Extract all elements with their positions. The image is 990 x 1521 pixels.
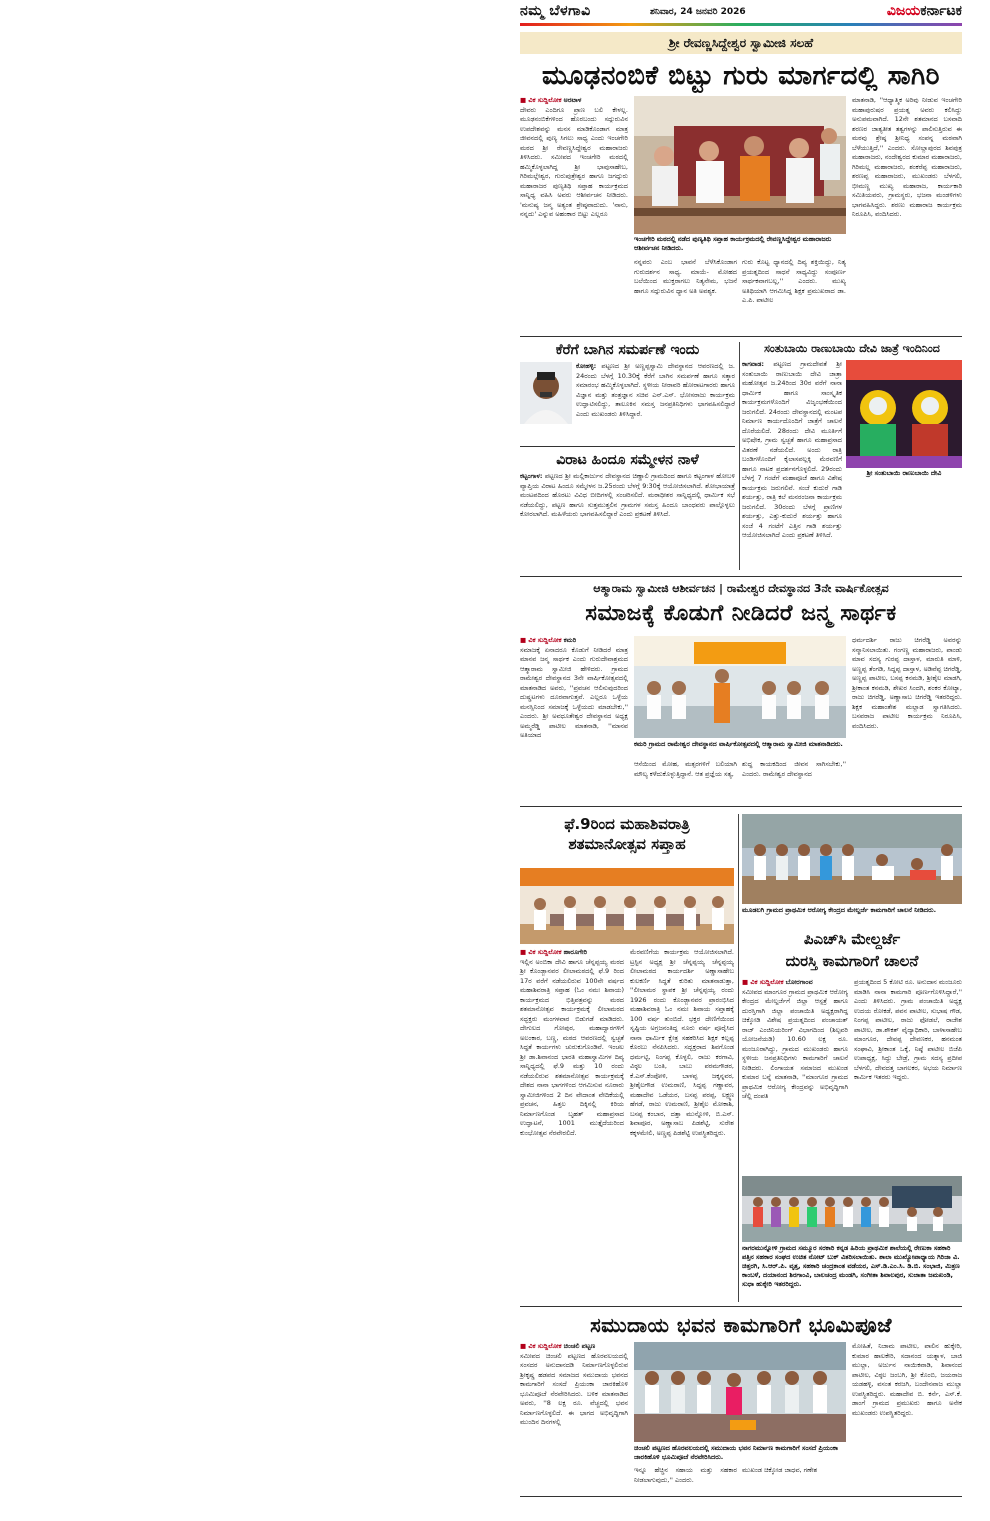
- story3-body-text: ಪಟ್ಟಣದ ಶ್ರೀ ಮಲ್ಲಿಕಾರ್ಜುನ ದೇವಸ್ಥಾನದ ಚಿಣ್ಣಾಲಿ ಗ್ರಾಮದಿಂದ ಹಾಗೂ ಕಟ್ಟಂಗಾಳ ಹೋಬಳಿ ವ್ಯಾಪ್ತಿಯ ವಿರಾಟ ಹಿಂದೂ ಸಮ್ಮೇಳನ ಜ.25ರಂದು ಬೆಳಗ್ಗೆ 9:30ಕ್ಕೆ ಆಯೋಜಿಸಲಾಗಿದೆ. ಶೋಭಾಯಾತ್ರೆ ಮಂಟಪದಿಂದ ಹೊರಟು ವಿವಿಧ ಬೀದಿಗಳಲ್ಲಿ ಸಂಚರಿಸಲಿದೆ. ಮಠಾಧೀಶರ ಸಾನ್ನಿಧ್ಯದಲ್ಲಿ ಧಾರ್ಮಿಕ ಸಭೆ ನಡೆಯಲಿದ್ದು, ಪಟ್ಟಣ ಹಾಗೂ ಸುತ್ತಮುತ್ತಲಿನ ಗ್ರಾಮಗಳ ಸಮಸ್ತ ಹಿಂದೂ ಬಾಂಧವರು ಪಾಲ್ಗೊಳ್ಳಲು ಕೋರಲಾಗಿದೆ. ಮಹಿಳೆಯರು ಭಾಗವಹಿಸಲಿದ್ದಾರೆ ಎಂದು ಪ್ರಕಟಣೆ ತಿಳಿಸಿದೆ.: [520, 472, 735, 518]
- story9-col1-text: ಸಮೀಪದ ಚಿಂಚಲಿ ಪಟ್ಟಣದ ಹೊರವಲಯದಲ್ಲಿ ಸಂಸದರ ಅನುದಾನದಡಿ ನಿರ್ಮಾಣಗೊಳ್ಳಲಿರುವ ಶ್ರೀಕೃಷ್ಣ ಹಡಪದ ಸಮಾಜದ ಸಮುದಾಯ ಭವನದ ಕಾಮಗಾರಿಗೆ ಸಂಸದೆ ಪ್ರಿಯಂಕಾ ಜಾರಕಿಹೊಳಿ ಭೂಮಿಪೂಜೆ ನೆರವೇರಿಸಿದರು. ಬಳಿಕ ಮಾತನಾಡಿದ ಅವರು, ''8 ಲಕ್ಷ ರೂ. ವೆಚ್ಚದಲ್ಲಿ ಭವನ ನಿರ್ಮಾಣಗೊಳ್ಳಲಿದೆ. ಈ ಭಾಗದ ಅಭಿವೃದ್ಧಿಗಾಗಿ ಮುಂದಿನ ದಿನಗಳಲ್ಲಿ: [520, 1351, 628, 1426]
- masthead-brand-b: ಕರ್ನಾಟಕ: [920, 3, 962, 19]
- story2-body: [576, 362, 735, 442]
- story1-byline: ■ ವಿಕ ಸುದ್ದಿಲೋಕ: [520, 96, 562, 104]
- story4-place: ಕಾಗವಾಡ:: [742, 360, 764, 368]
- story1-col3: ಗುರು ಕೊಟ್ಟ ಧ್ಯಾನದಲ್ಲಿ ದಿವ್ಯ ಶಕ್ತಿಯಿದ್ದು, ನಿತ್ಯ ಪ್ರಯತ್ನದಿಂದ ಸಾಧನೆ ಸಾಧ್ಯವಿದ್ದು ಸಂಪೂರ್ಣ ಸಾರ್ಥಕವಾಗಬಲ್ಲ,'' ಎಂದರು. ಮುಖ್ಯ ಅತಿಥಿಯಾಗಿ ಆಗಮಿಸಿದ್ದ ಶಿಕ್ಷಕ ಪ್ರಮುಖರಾದ ಡಾ. ಎ.ಪಿ. ಪಾಟೀಲ: [742, 258, 846, 304]
- story2-place: ಕೋಹಳ್ಳಿ:: [576, 362, 597, 370]
- divider: [520, 1496, 962, 1497]
- story5-col4: ಧರ್ಮದರ್ಶಿ ರಾಜು ಚಿಗರೆಡ್ಡಿ ಅವರನ್ನು ಸನ್ಮಾನಿಸಲಾಯಿತು. ಗಂಗಣ್ಣ ಮಹಾರಾಜರು, ಪಾಂಡು ಮಾವ ಸದಸ್ಯ ಗುರಪ್ಪ ದಾಸ್ತಾಳ, ಮಾರುತಿ ಮಾಳಿ, ಅಣ್ಣಪ್ಪ ತೆಂಗಡಿ, ಸಿದ್ದಪ್ಪ ದಾಸ್ತಾಳ, ಅಡಿವೆಪ್ಪ ಚಿಗರೆಡ್ಡಿ, ಅಣ್ಣಪ್ಪ ಪಾಟೀಲ, ಬಸಪ್ಪ ಕನಮಡಿ, ಶ್ರೀಶೈಲ ಮಾಡಗಿ, ಶ್ರೀಕಾಂತ ಕನಮಡಿ, ಶೇಖರ ಸಿಂದಗಿ, ಶಂಕರ ಕೋಟ್ಯಾ, ರಾಜು ಚಿಗರೆಡ್ಡಿ, ಅಣ್ಣಾಸಾಬ ಚಿಗರೆಡ್ಡಿ ಇತರರಿದ್ದರು. ಶಿಕ್ಷಕ ಮಹಾಂತೇಶ ಮಲ್ಲಾಡ ಸ್ವಾಗತಿಸಿದರು. ಬಸವರಾಜ ಪಾಟೀಲ ಕಾರ್ಯಕ್ರಮ ನಿರೂಪಿಸಿ, ವಂದಿಸಿದರು.: [852, 636, 962, 730]
- story7-col1: [742, 978, 848, 1170]
- story5-caption: ಕಮರಿ ಗ್ರಾಮದ ರಾಮೇಶ್ವರ ದೇವಸ್ಥಾನದ ವಾರ್ಷಿಕೋತ್ಸವದಲ್ಲಿ ಆತ್ಮಾರಾಮ ಸ್ವಾಮೀಜಿ ಮಾತನಾಡಿದರು.: [634, 740, 843, 748]
- story3-place: ಕಟ್ಟಂಗಾಳ:: [520, 472, 543, 480]
- story6-place: ಹಾರೂಗೇರಿ: [563, 948, 588, 956]
- story5-col1-text: ಸಮಾಜಕ್ಕೆ ಏನಾದರೂ ಕೊಡುಗೆ ನೀಡಿದರೆ ಮಾತ್ರ ಮಾನವ ಜನ್ಮ ಸಾರ್ಥಕ ಎಂದು ಗುರುದೇವಾಶ್ರಮದ ಆತ್ಮಾರಾಮ ಸ್ವಾಮೀಜಿ ಹೇಳಿದರು. ಗ್ರಾಮದ ರಾಮೇಶ್ವರ ದೇವಸ್ಥಾನದ 3ನೇ ವಾರ್ಷಿಕೋತ್ಸವದಲ್ಲಿ ಮಾತನಾಡಿದ ಅವರು, ''ಪ್ರವಚನ ಆಲಿಸುವುದರಿಂದ ದುಷ್ಚಟಗಳು ದೂರವಾಗುತ್ತವೆ. ಎಲ್ಲರೂ ಒಳ್ಳೆಯ ಮನಸ್ಸಿನಿಂದ ಸಮಾಜಕ್ಕೆ ಒಳ್ಳೆಯದು ಮಾಡಬೇಕು,'' ಎಂದರು. ಶ್ರೀ ಅವಧೂತೇಶ್ವರ ದೇವಸ್ಥಾನದ ಅಧ್ಯಕ್ಷ ಅಮ್ಮರೆಡ್ಡಿ ಪಾಟೀಲ ಮಾತನಾಡಿ, ''ಮಾನವ ಅತಿಯಾದ: [520, 645, 628, 739]
- story9-col4: ಮೋಹಿತೆ, ನಿಜಾಮ ಪಾಟೀಲ, ಪಾಲಿನ ಹುಕ್ಕೇರಿ, ಕುಮಾರ ಹಾಲಕೇರಿ, ಸದಾನಂದ ಯತ್ನಾಳ, ಬಾಜಿ ಮುಲ್ಲಾ, ಅರ್ಜುನ ನಾಯಿಕವಾಡಿ, ಶಿವಾನಂದ ಪಾಟೀಲ, ವಿಠ್ಠಲ ಜಂಬಗಿ, ಶ್ರೀ ಕೊಂಬಿ, ಜಯರಾಜ ಯಡಹಳ್ಳಿ, ವಸಂತ ಕರಜಗಿ, ಬಂದೇನವಾಜ ಮುಲ್ಲಾ ಉಪಸ್ಥಿತರಿದ್ದರು. ಮಹಾದೇವ ಬಿ. ಕರ್ನೆ, ಎಸ್.ಕೆ. ಡಾಂಗೆ ಗ್ರಾಮದ ಪ್ರಮುಖರು ಹಾಗೂ ಅನೇಕ ಮುಖಂಡರು ಉಪಸ್ಥಿತರಿದ್ದರು.: [852, 1342, 962, 1417]
- story4-headline: ಸಂತುಬಾಯಿ ರಾಣುಬಾಯಿ ದೇವಿ ಜಾತ್ರೆ ಇಂದಿನಿಂದ: [764, 342, 940, 355]
- story6-headline: [520, 814, 734, 854]
- divider: [520, 446, 735, 447]
- newspaper-page: [520, 0, 962, 1521]
- story7-headline: [742, 928, 962, 972]
- story2-portrait: [520, 362, 572, 424]
- story9-byline: ■ ವಿಕ ಸುದ್ದಿಲೋಕ: [520, 1342, 562, 1350]
- story6-photo: [520, 868, 734, 944]
- story5-kicker: ಆತ್ಮಾರಾಮ ಸ್ವಾಮೀಜಿ ಆಶೀರ್ವಚನ | ರಾಮೇಶ್ವರ ದೇವಸ್ಥಾನದ 3ನೇ ವಾರ್ಷಿಕೋತ್ಸವ: [593, 582, 889, 595]
- story4-caption: ಶ್ರೀ ಸಂತುಬಾಯಿ ರಾಣುಬಾಯಿ ದೇವಿ: [866, 469, 942, 477]
- story7-caption: ಮೂಡಲಗಿ ಗ್ರಾಮದ ಪ್ರಾಥಮಿಕ ಆರೋಗ್ಯ ಕೇಂದ್ರದ ಮೇಲ್ದರ್ಜೆ ಕಾಮಗಾರಿಗೆ ಚಾಲನೆ ನೀಡಿದರು.: [742, 906, 937, 914]
- story6-col1: [520, 948, 624, 1300]
- story2-headline: ಕೆರೆಗೆ ಬಾಗಿನ ಸಮರ್ಪಣೆ ಇಂದು: [555, 342, 700, 358]
- story3-body: [520, 472, 735, 568]
- story1-caption: ಇಂಚಗೇರಿ ಮಠದಲ್ಲಿ ನಡೆದ ಪುಣ್ಯತಿಥಿ ಸಪ್ತಾಹ ಕಾರ್ಯಕ್ರಮದಲ್ಲಿ ರೇವಣ್ಣಸಿದ್ದೇಶ್ವರ ಮಹಾರಾಜರು ಆಶೀರ್ವಚನ ನೀಡಿದರು.: [634, 235, 832, 252]
- story8-caption: ನಾಗರಮುನ್ನೋಳಿ ಗ್ರಾಮದ ಸಮ್ಮೂರ ಸರಕಾರಿ ಕನ್ನಡ ಹಿರಿಯ ಪ್ರಾಥಮಿಕ ಶಾಲೆಯಲ್ಲಿ ರೇಣುಕಾ ಸಹಕಾರಿ ಪತ್ತಿನ ಸಹಕಾರ ಸಂಘದ ಉಚಿತ ನೋಟ್ ಬುಕ್ ವಿತರಿಸಲಾಯಿತು. ಶಾಲಾ ಮುಖ್ಯೋಪಾಧ್ಯಾಯ ಗಿರಿಜಾ ವಿ. ಚಿತ್ತರಗಿ, ಸಿ.ಆರ್.ಪಿ. ವೃತ್ತ, ಸಹಕಾರಿ ಚಂದ್ರಕಾಂತ ವಡೆಯರ, ಎಸ್.ಡಿ.ಎಂ.ಸಿ. ಡಿ.ಬಿ. ಸಂಭಾಜಿ, ಮಿತ್ರಣ ಕಾಂಬಳೆ, ದಯಾನಂದ ಶಿರಗಾಂವಿ, ಬಾಲಚಂದ್ರ ಮಂಡಗಿ, ಸಂಗೀತಾ ಶಿವಾಲಪುರ, ಸುಜಾತಾ ಜಮಖಂಡಿ, ಸುಧಾ ಹುಕ್ಕೇರಿ ಇತರರಿದ್ದರು.: [742, 1244, 960, 1288]
- story1-col1: [520, 96, 628, 330]
- story1-col1-text: ದೇವರು ಎಂದಿಗೂ ಪ್ರಾಣ ಬಲಿ ಕೇಳಲ್ಲ. ಮೂಢನಂಬಿಕೆಗಳಿಂದ ಹೊರಬಂದು ಸದ್ಗುರುವಿನ ಉಪದೇಶವನ್ನು ಮನಸ ಮಾಡಿಕೊಂಡಾಗ ಮಾತ್ರ ಜೀವನದಲ್ಲಿ ಪುಣ್ಯ ಸಿಗಲು ಸಾಧ್ಯ ಎಂದು ಇಂಚಗೇರಿ ಮಠದ ಶ್ರೀ ರೇವಣ್ಣಸಿದ್ದೇಶ್ವರ ಮಹಾರಾಜರು ತಿಳಿಸಿದರು. ಸಮೀಪದ ಇಂಚಗೇರಿ ಮಠದಲ್ಲಿ ಹಮ್ಮಿಕೊಳ್ಳಲಾಗಿದ್ದ ಶ್ರೀ ಭಾವುಸಾಹೇಬ, ಗಿರಿಮಲ್ಲೇಶ್ವರ, ಗುರುಪುತ್ರೇಶ್ವರ ಹಾಗೂ ಜಗದ್ಗುರು ಮಹಾರಾಜರ ಪುಣ್ಯತಿಥಿ ಸಪ್ತಾಹ ಕಾರ್ಯಕ್ರಮದ ಸಾನ್ನಿಧ್ಯ ವಹಿಸಿ ಅವರು ಆಶೀರ್ವಚನ ನೀಡಿದರು. 'ಮನುಷ್ಯ ಜನ್ಮ ಅತ್ಯಂತ ಶ್ರೇಷ್ಠವಾದುದು. 'ನಾನು, ನನ್ನದು' ಎನ್ನುವ ಅಹಂಕಾರ ಬಿಟ್ಟು ಎಲ್ಲರೂ: [520, 105, 628, 218]
- story9-col1: [520, 1342, 628, 1492]
- story5-photo: [634, 636, 846, 738]
- story4-body: [742, 360, 842, 539]
- story5-place: ಕಮರಿ: [563, 636, 577, 644]
- masthead-brand-a: ವಿಜಯ: [886, 3, 921, 19]
- story5-col1: [520, 636, 628, 800]
- story7-byline: ■ ವಿಕ ಸುದ್ದಿಲೋಕ: [742, 978, 784, 986]
- story6-headline-line1: ಫೆ.9ರಿಂದ ಮಹಾಶಿವರಾತ್ರಿ: [564, 815, 690, 833]
- story5-headline: ಸಮಾಜಕ್ಕೆ ಕೊಡುಗೆ ನೀಡಿದರೆ ಜನ್ಮ ಸಾರ್ಥಕ: [585, 601, 897, 626]
- story1-headline: ಮೂಢನಂಬಿಕೆ ಬಿಟ್ಟು ಗುರು ಮಾರ್ಗದಲ್ಲಿ ಸಾಗಿರಿ: [541, 61, 941, 91]
- story7-photo: [742, 814, 962, 904]
- story1-col4: ಮಾತನಾಡಿ, ''ಆಧ್ಯಾತ್ಮಿಕ ಅರಿವು ನೀಡುವ ಇಂಚಗೇರಿ ಮಹಾಪುರುಷರ ಪ್ರಯತ್ನ ಅವರು ಕಲಿಸಿದ್ದು ಅನುಪಮವಾಗಿದೆ. 12ನೇ ಶತಮಾನದ ಬಸವಾದಿ ಶರಣರ ಜಾತ್ಯತೀತ ತತ್ವಗಳನ್ನು ಪಾಲಿಸುತ್ತಿರುವ ಈ ಮಠವು ಶ್ರೇಷ್ಠ ಶ್ರೀನಿಧ್ಯ ಸಂಪನ್ನ ಮಠವಾಗಿ ಬೆಳೆಯುತ್ತಿದೆ,'' ಎಂದರು. ಸೋಲ್ಲಾಪುರದ ಶಿವಪುತ್ರ ಮಹಾರಾಜರು, ನಂದೇಶ್ವರದ ಕುಮಾರ ಮಹಾರಾಜರು, ಗಿರಿಮಲ್ಲ ಮಹಾರಾಜರು, ಶಂಕರೆಪ್ಪ ಮಹಾರಾಜರು, ಶರಣಪ್ಪ ಮಹಾರಾಜರು, ಮುಖಂಡರು ಬೆಳಗಲಿ, ಭೀಮಣ್ಣ ಮುಖ್ಯ ಮಹಾರಾಜ, ಕಾರ್ಯಕಾರಿ ಸಮಿತಿಯವರು, ಗ್ರಾಮಸ್ಥರು, ಭಜನಾ ಮಂಡಳಿಗಳು ಭಾಗವಹಿಸಿದ್ದರು. ಶರಣು ಮಹಾರಾಜ ಕಾರ್ಯಕ್ರಮ ನಿರೂಪಿಸಿ, ವಂದಿಸಿದರು.: [852, 96, 962, 218]
- story5-col3: ಶುದ್ಧ ಕಾಯಕದಿಂದ ಜೀವನ ಸಾಗಿಸಬೇಕು,'' ಎಂದರು. ರಾಮೇಶ್ವರ ದೇವಸ್ಥಾನದ: [742, 760, 846, 778]
- column-divider: [738, 814, 739, 1302]
- divider: [520, 1306, 962, 1307]
- masthead-date: ಶನಿವಾರ, 24 ಜನವರಿ 2026: [650, 7, 746, 17]
- masthead-right-title: [887, 3, 962, 19]
- story7-place: ಬೋರಗಾಂವ: [785, 978, 813, 986]
- masthead-left-title: ನಮ್ಮ ಬೆಳಗಾವಿ: [520, 3, 591, 19]
- story8-photo: [742, 1176, 962, 1242]
- story7-col1-text: ಸಮೀಪದ ಮಾಂಗೂರ ಗ್ರಾಮದ ಪ್ರಾಥಮಿಕ ಆರೋಗ್ಯ ಕೇಂದ್ರದ ಮೇಲ್ದರ್ಜೆಗೆ ಜಿಲ್ಲಾ ಆಸ್ಪತ್ರೆ ಹಾಗೂ ದುರಸ್ತಿಗಾಗಿ ಜಿಲ್ಲಾ ಪಂಚಾಯಿತಿ ಅಧ್ಯಕ್ಷರಾಗಿದ್ದ ಚಿಕ್ಕೋಡಿ ವಿಶೇಷ ಪ್ರಯತ್ನದಿಂದ ಪಂಚಾಯತ್ ರಾಜ್ ಎಂಜಿನಿಯರಿಂಗ್ ವಿಭಾಗದಿಂದ (ಶಿಲ್ಪವರಿ ಯೋಜನೆಯಡಿ) 10.60 ಲಕ್ಷ ರೂ. ಮಂಜೂರಾಗಿದ್ದು, ಗ್ರಾಮದ ಮುಖಂಡರು ಹಾಗೂ ಸ್ಥಳೀಯ ಜನಪ್ರತಿನಿಧಿಗಳು ಕಾಮಗಾರಿಗೆ ಚಾಲನೆ ನೀಡಿದರು. ಲಿಂಗಾಯತ ಸಮಾಜದ ಮುಖಂಡ ಕುಮಾರ ಬನ್ನೆ ಮಾತನಾಡಿ, ''ಮಾಂಗೂರ ಗ್ರಾಮದ ಪ್ರಾಥಮಿಕ ಆರೋಗ್ಯ ಕೇಂದ್ರವನ್ನು ಅಭಿವೃದ್ಧಿಗಾಗಿ ಚೆಲ್ಲಿ ದಂಪತಿ: [742, 987, 848, 1100]
- story7-col2: ಪ್ರಯತ್ನದಿಂದ 5 ಕೋಟಿ ರೂ. ಅನುದಾನ ಮಂಜೂರು ಮಾಡಿಸಿ ನಾನಾ ಕಾಮಗಾರಿ ಪೂರ್ಣಗೊಳಿಸಿದ್ದಾರೆ,'' ಎಂದು ತಿಳಿಸಿದರು. ಗ್ರಾಮ ಪಂಚಾಯಿತಿ ಅಧ್ಯಕ್ಷ ಉದಯ ರೋಕಡೆ, ಪವನ ಪಾಟೀಲ, ಸುಭಾಷ ಗೌಡ, ನಿಂಗಪ್ಪ ಪಾಟೀಲ, ರಾಜು ಫೋಡಲೆ, ರಾಜೇಶ ಪಾಟೀಲ, ಡಾ.ಶೌಕತ್ ವೈದ್ಯಾಧಿಕಾರಿ, ಬಾಳಾಸಾಹೇಬ ಮಾಂಗೂರ, ದೇವಪ್ಪ ದೇವಣಕರ, ಹನಮಂತ ಸಂಘಾವಿ, ಶ್ರೀಕಾಂತ ಒಕ್ಕೆ, ನಿಷ್ಠೆ ಪಾಟೀಲ ಬಿಜೆಪಿ ಉಪಾಧ್ಯಕ್ಷ, ಸಿದ್ದು ಬೇಡ್ರೆ, ಗ್ರಾಮ ಸದಸ್ಯ ಪ್ರದೀಪ ಬೆಳಗಲಿ, ದೇವದತ್ತ ಬಾಗಲಕರ, ಅಭಯ ನಿರ್ಮಾಣ ಕಾರ್ಮಿಕ ಇತರರು ಇದ್ದರು.: [854, 978, 962, 1081]
- story1-kicker: ಶ್ರೀ ರೇವಣ್ಣಸಿದ್ದೇಶ್ವರ ಸ್ವಾಮೀಜಿ ಸಲಹೆ: [520, 32, 962, 54]
- story6-byline: ■ ವಿಕ ಸುದ್ದಿಲೋಕ: [520, 948, 562, 956]
- story4-body-text: ಪಟ್ಟಣದ ಗ್ರಾಮದೇವತೆ ಶ್ರೀ ಸಂತುಬಾಯಿ ರಾಣುಬಾಯಿ ದೇವಿ ಜಾತ್ರಾ ಮಹೋತ್ಸವ ಜ.24ರಿಂದ 30ರ ವರೆಗೆ ನಾನಾ ಧಾರ್ಮಿಕ ಹಾಗೂ ಸಾಂಸ್ಕೃತಿಕ ಕಾರ್ಯಕ್ರಮಗಳೊಂದಿಗೆ ವಿಜೃಂಭಣೆಯಿಂದ ಜರುಗಲಿದೆ. 24ರಂದು ದೇವಸ್ಥಾನದಲ್ಲಿ ಮಂಟಪ ನಿರ್ಮಾಣ ಕಾರ್ಯದೊಂದಿಗೆ ಜಾತ್ರೆಗೆ ಚಾಲನೆ ದೊರೆಯಲಿದೆ. 28ರಂದು ದೇವಿ ಮೂರ್ತಿಗೆ ಅಭಿಷೇಕ, ಗ್ರಾಮ ಸ್ವಚ್ಛತೆ ಹಾಗೂ ಮಹಾಪ್ರಸಾದ ವಿತರಣೆ ನಡೆಯಲಿದೆ. ಅಂದು ರಾತ್ರಿ ಬಂಡಿಗಳೊಂದಿಗೆ ಕೈಲಾಸಪಲ್ಲಕ್ಕಿ ಮೆರವಣಿಗೆ ಹಾಗೂ ನಾಟಕ ಪ್ರದರ್ಶನಗೊಳ್ಳಲಿದೆ. 29ರಂದು ಬೆಳಗ್ಗೆ 7 ಗಂಟೆಗೆ ಮಹಾಪೂಜೆ ಹಾಗೂ ವಿಶೇಷ ಕಾರ್ಯಕ್ರಮ ಜರುಗಲಿವೆ. ಸಂಜೆ ಕುದುರೆ ಗಾಡಿ ಶರ್ಯತ್ತು, ರಾತ್ರಿ ಕಲೆ ಮನರಂಜನಾ ಕಾರ್ಯಕ್ರಮ ಜರುಗಲಿದೆ. 30ರಂದು ಬೆಳಗ್ಗೆ ಪ್ರಾಣಿಗಳ ಶರ್ಯತ್ತು, ಎತ್ತು-ಕುದುರೆ ಶರ್ಯತ್ತು ಹಾಗೂ ಸಂಜೆ 4 ಗಂಟೆಗೆ ಎತ್ತಿನ ಗಾಡಿ ಶರ್ಯತ್ತು ಆಯೋಜಿಸಲಾಗಿದೆ ಎಂದು ಪ್ರಕಟಣೆ ತಿಳಿಸಿದೆ.: [742, 360, 842, 539]
- story9-col3: ಮುಖಂಡ ಚಿಕ್ಕೋಡ ಜಾಧವ, ಗಣೇಶ: [742, 1466, 818, 1474]
- story5-col2: ಆಸೆಯಿಂದ ಮೋಹ, ಮತ್ಸರಗಳಿಗೆ ಬಲಿಯಾಗಿ ಮೌಲ್ಯ ಕಳೆದುಕೊಳ್ಳುತ್ತಿದ್ದಾನೆ. ಆತ ಪ್ರಜ್ಞೆಯ ಸತ್ಯ,: [634, 760, 737, 778]
- story1-place: ಅರಟಾಳ: [563, 96, 582, 104]
- story6-headline-line2: ಶತಮಾನೋತ್ಸವ ಸಪ್ತಾಹ: [568, 835, 686, 853]
- story1-photo: [634, 96, 846, 234]
- column-divider: [739, 342, 740, 570]
- masthead-color-bar: [520, 23, 962, 26]
- masthead: [520, 2, 962, 24]
- story6-col2: ಮೆರವಣಿಗೆಯ ಕಾರ್ಯಕ್ರಮ ಆಯೋಜಿಸಲಾಗಿದೆ. ಟ್ರಸ್ಟಿನ ಅಧ್ಯಕ್ಷ ಶ್ರೀ ಚೆನ್ನಪ್ಪಯ್ಯ ಚೆನ್ನಪ್ಪಯ್ಯ ಲೀಲಾಮಠದ ಕಾರ್ಯದರ್ಶಿ ಅಣ್ಣಾಸಾಹೇಬ ಕುಲಕರ್ಣಿ ಸಿದ್ಧತೆ ಕುರಿತು ಮಾತನಾಡುತ್ತಾ, ''ಲೀಲಾಮಠ ಸ್ಥಾಪಕ ಶ್ರೀ ಚೆನ್ನಪ್ಪಯ್ಯ ರಂದು 1926 ರಂದು ಕೊಂಡ್ಬಾನವರ ಪ್ರಾರಂಭಿಸಿದ ಮಹಾಶಿವರಾತ್ರಿ ಓಂ ನಮಃ ಶಿವಾಯ ಸಪ್ತಾಹಕ್ಕೆ 100 ವರ್ಷ ತುಂಬಿದೆ. ಭಕ್ತರ ದೇಣಿಗೆಯಿಂದ ಸೃಷ್ಟಿಯ ಅಗ್ರಜನಂತಿದ್ದ ನೂರು ವರ್ಷ ಪೂರೈಸಿದ ನಾನಾ ಧಾರ್ಮಿಕ ಕ್ಷೇತ್ರ ಸಹಕರಿಸಿದ ಶಿಕ್ಷಕ ಕಲ್ಲಪ್ಪ ಕೊರಬು ನೆನಪಿಸಿದರು. ಸದ್ಭಕ್ತರಾದ ಶಿವಗೊಂಡ ಧರ್ಮಟ್ಟಿ, ನಿಂಗಪ್ಪ ಕೊಳ್ಳಲಿ, ರಾಜು ಕರಗಾವಿ, ವಿಠ್ಠಲ ಬಂತಿ, ಬಾಬು ಪರಮಗೌಡರ, ಕೆ.ಎಸ್.ಕೆಂಪೋಳಿ, ಬಾಳಪ್ಪ ಜಕ್ಕನ್ನವರ, ಶ್ರೀಶೈಲಗೌಡ ಉಮರಾಣಿ, ಸಿದ್ದಪ್ಪ ಗಣ್ಣಾವರ, ಮಹಾದೇವ ಒಡೆಯರ, ಬಸಪ್ಪ ಪರಪ್ಪ, ಲಕ್ಷ್ಮಣ ಹೆಗಡೆ, ರಾಜು ಉಮರಾಣಿ, ಶ್ರೀಶೈಲ ಮೋಕಾಶಿ, ಬಸಪ್ಪ ಕಂಬಾರ, ದತ್ತಾ ಮುನ್ನೋಳಿ, ಬಿ.ಎಸ್. ಶಿವಾಪೂರ, ಅಣ್ಣಾಸಾಬ ಪಿಡಶೆಟ್ಟಿ, ಸುರೇಶ ಕಕ್ಕಳಮೇಲಿ, ಅಣ್ಣಪ್ಪ ಪಿಡಶೆಟ್ಟಿ ಉಪಸ್ಥಿತರಿದ್ದರು.: [630, 948, 734, 1137]
- story2-body-text: ಪಟ್ಟಣದ ಶ್ರೀ ಅಣ್ಣಪ್ಪಸ್ವಾಮಿ ದೇವಸ್ಥಾನದ ಆವರಣದಲ್ಲಿ ಜ. 24ರಂದು ಬೆಳಗ್ಗೆ 10.30ಕ್ಕೆ ಕೆರೆಗೆ ಬಾಗಿನ ಸಮರ್ಪಣೆ ಹಾಗೂ ಸತ್ಕಾರ ಸಮಾರಂಭ ಹಮ್ಮಿಕೊಳ್ಳಲಾಗಿದೆ. ಸ್ಥಳೀಯ ನೀರಾವರಿ ಹೋರಾಟಗಾರರು ಹಾಗೂ ವಿಜ್ಞಾನ ಮತ್ತು ತಂತ್ರಜ್ಞಾನ ಸಚಿವ ಎನ್.ಎಸ್. ಭೋಸರಾಜು ಕಾರ್ಯಕ್ರಮ ಉದ್ಘಾಟಿಸಲಿದ್ದು, ತಾಲೂಕಿನ ಸಮಸ್ತ ಜನಪ್ರತಿನಿಧಿಗಳು ಭಾಗವಹಿಸಲಿದ್ದಾರೆ ಎಂದು ಮುಖಂಡರು ತಿಳಿಸಿದ್ದಾರೆ.: [576, 362, 735, 418]
- divider: [520, 336, 962, 337]
- story7-headline-line2: ದುರಸ್ತಿ ಕಾಮಗಾರಿಗೆ ಚಾಲನೆ: [785, 952, 919, 970]
- story9-col2: ಇನ್ನೂ ಹೆಚ್ಚಿನ ಸಹಾಯ ಮತ್ತು ಸಹಕಾರ ನೀಡಲಾಗುವುದು,'' ಎಂದರು.: [634, 1466, 737, 1484]
- story1-col2: ನನ್ನವರು ಎಂಬ ಭಾವನೆ ಬೆಳೆಸಿಕೊಂಡಾಗ ಗುರುದರ್ಶನ ಸಾಧ್ಯ. ಮಾಯೆ- ಮೋಹದ ಬಲೆಯಿಂದ ಮುಕ್ತರಾಗಲು ನಿತ್ಯನೇಮ, ಭಜನೆ ಹಾಗೂ ಸದ್ಗುರುವಿನ ಧ್ಯಾನ ಅತಿ ಅವಶ್ಯಕ.: [634, 258, 737, 295]
- story7-headline-line1: ಪಿಎಚ್‌ಸಿ ಮೇಲ್ದರ್ಜೆ: [803, 930, 901, 948]
- story9-place: ಚಿಂಚಲಿ ಪಟ್ಟಣ: [563, 1342, 596, 1350]
- story3-headline: ವಿರಾಟ ಹಿಂದೂ ಸಮ್ಮೇಳನ ನಾಳೆ: [556, 452, 699, 468]
- divider: [520, 576, 962, 577]
- story5-byline: ■ ವಿಕ ಸುದ್ದಿಲೋಕ: [520, 636, 562, 644]
- story9-photo: [634, 1342, 846, 1442]
- story4-photo: [846, 360, 962, 468]
- story9-caption: ಚಿಂಚಲಿ ಪಟ್ಟಣದ ಹೊರವಲಯದಲ್ಲಿ ಸಮುದಾಯ ಭವನ ನಿರ್ಮಾಣ ಕಾಮಗಾರಿಗೆ ಸಂಸದೆ ಪ್ರಿಯಂಕಾ ಜಾರಕಿಹೊಳಿ ಭೂಮಿಪೂಜೆ ನೆರವೇರಿಸಿದರು.: [634, 1444, 839, 1461]
- story9-headline: ಸಮುದಾಯ ಭವನ ಕಾಮಗಾರಿಗೆ ಭೂಮಿಪೂಜೆ: [590, 1313, 892, 1337]
- divider: [520, 806, 962, 807]
- story6-col1-text: ಇಲ್ಲಿನ ಅಂಬಿಕಾ ದೇವಿ ಹಾಗೂ ಚೆನ್ನಪ್ಪಯ್ಯ ಮಠದ ಶ್ರೀ ಕೊಂಡ್ಬಾನವರ ಲೀಲಾಮಠದಲ್ಲಿ ಫೆ.9 ರಿಂದ 17ರ ವರೆಗೆ ನಡೆಯಲಿರುವ 100ನೇ ವರ್ಷದ ಮಹಾಶಿವರಾತ್ರಿ ಸಪ್ತಾಹ (ಓಂ ನಮಃ ಶಿವಾಯ) ಕಾರ್ಯಕ್ರಮದ ಭಿತ್ತಿಪತ್ರವನ್ನು ಮಠದ ಶತಮಾನೋತ್ಸವ ಕಾರ್ಯಕ್ರಮಕ್ಕೆ ಲೀಲಾಮಠದ ಸದ್ಭಕ್ತರು ಮಂಗಳವಾರ ಬಿಡುಗಡೆ ಮಾಡಿದರು. ದೇಗುಲದ ಗೋಪುರ, ಮಹಾದ್ವಾರಗಳಿಗೆ ಅಲಂಕಾರ, ಬಣ್ಣ, ಮಠದ ಆವರಣದಲ್ಲಿ ಸ್ವಚ್ಛತೆ ಸಿದ್ಧತೆ ಕಾರ್ಯಗಳು ಚುರುಕುಗೊಂಡಿವೆ. ಇಂಚಲ ಶ್ರೀ ಡಾ.ಶಿವಾನಂದ ಭಾರತಿ ಮಹಾಸ್ವಾಮಿಗಳ ದಿವ್ಯ ಸಾನ್ನಿಧ್ಯದಲ್ಲಿ ಫೆ.9 ಮತ್ತು 10 ರಂದು ನಡೆಯಲಿರುವ ಶತಮಾನೋತ್ಸವ ಕಾರ್ಯಕ್ರಮಕ್ಕೆ ದೇಶದ ನಾನಾ ಭಾಗಗಳಿಂದ ಆಗಮಿಸುವ ನೂರಾರು ಸ್ವಾಮೀಜಿಗಳಿಂದ 2 ದಿನ ವೇದಾಂತ ವೇದಿಕೆಯಲ್ಲಿ ಪ್ರವಚನ, ಹಿತ್ತಲ ದಿಕ್ಕಿನಲ್ಲಿ ಕಿರಿಯ ನಿರ್ಮಾಣಗೊಂಡ ಬೃಹತ್ ಮಹಾಪ್ರಸಾದ ಉದ್ಘಾಟನೆ, 1001 ಮುತ್ತೈದೆಯರಿಂದ ಕುಂಭೋತ್ಸವ ನೆರವೇರಲಿದೆ.: [520, 957, 624, 1137]
